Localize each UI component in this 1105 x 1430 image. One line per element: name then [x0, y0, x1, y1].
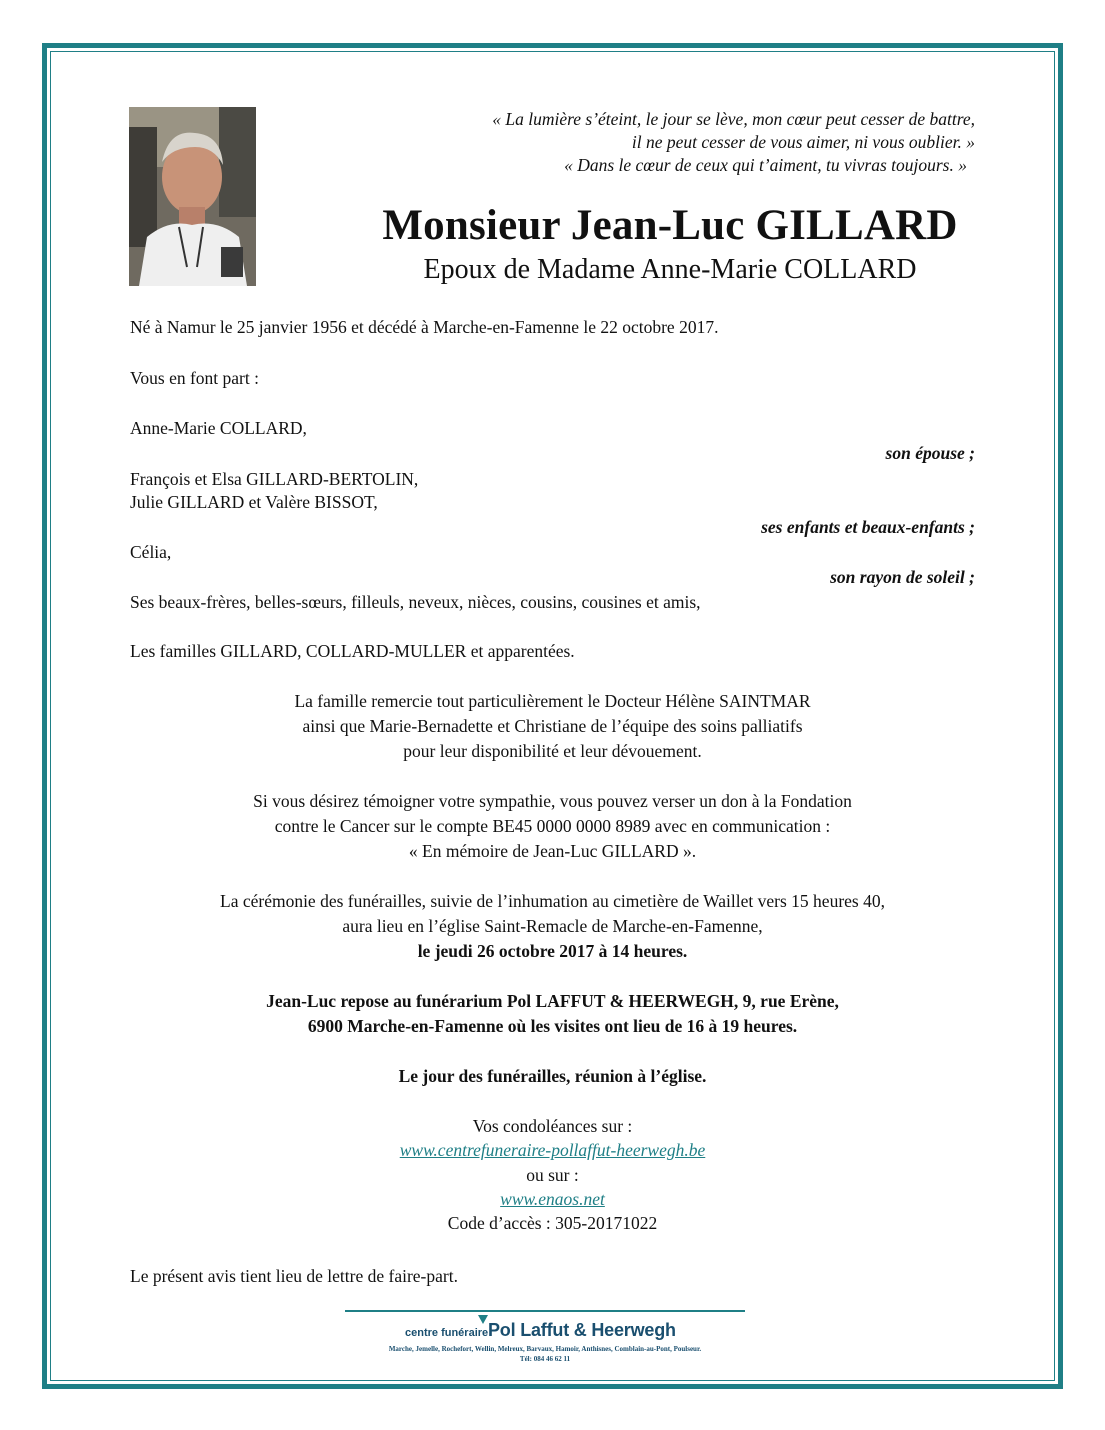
ceremony-line-1: La cérémonie des funérailles, suivie de l’inhumation au cimetière de Waillet vers 15 heures 40, [220, 891, 885, 911]
deceased-photo [129, 107, 256, 286]
access-code: Code d’accès : 305-20171022 [447, 1213, 658, 1233]
footer-divider [345, 1310, 745, 1312]
logo-towns: Marche, Jemelle, Rochefort, Wellin, Melreux, Barvaux, Hamoir, Anthisnes, Comblain-au-Pont, Poulseur. [388, 1345, 702, 1353]
ceremony-line-2: aura lieu en l’église Saint-Remacle de Marche-en-Famenne, [342, 916, 763, 936]
condolences-label: Vos condoléances sur : [472, 1116, 633, 1136]
condolences-link-row-2 [42, 1187, 1063, 1211]
donation-line-3: « En mémoire de Jean-Luc GILLARD ». [408, 841, 697, 861]
donation-line-1: Si vous désirez témoigner votre sympathie, vous pouvez verser un don à la Fondation [253, 791, 852, 811]
quote-line-2: il ne peut cesser de vous aimer, ni vous oublier. » [631, 132, 975, 152]
donation-line-2: contre le Cancer sur le compte BE45 0000 0000 8989 avec en communication : [274, 816, 831, 836]
ceremony-date: le jeudi 26 octobre 2017 à 14 heures. [417, 941, 688, 961]
condolences-or: ou sur : [526, 1165, 579, 1185]
intro-line: Vous en font part : [130, 368, 259, 388]
family-line-6: Les familles GILLARD, COLLARD-MULLER et apparentées. [130, 641, 575, 661]
logo-phone: Tél: 084 46 62 11 [519, 1355, 571, 1363]
condolences-link-2[interactable]: www.enaos.net [500, 1189, 605, 1209]
funerarium-line-1: Jean-Luc repose au funérarium Pol LAFFUT & HEERWEGH, 9, rue Erène, [266, 991, 839, 1011]
meeting-line: Le jour des funérailles, réunion à l’église. [398, 1066, 707, 1086]
thanks-line-3: pour leur disponibilité et leur dévouement. [403, 741, 702, 761]
family-line-2: François et Elsa GILLARD-BERTOLIN, [130, 469, 419, 489]
condolences-link-1[interactable]: www.centrefuneraire-pollaffut-heerwegh.be [399, 1140, 706, 1160]
family-line-1: Anne-Marie COLLARD, [130, 418, 307, 438]
quote-line-1: « La lumière s’éteint, le jour se lève, mon cœur peut cesser de battre, [492, 109, 975, 129]
logo-brand-text: Pol Laffut & Heerwegh [488, 1320, 676, 1340]
family-relation-3: son rayon de soleil ; [830, 567, 975, 587]
family-relation-1: son épouse ; [885, 443, 975, 463]
closing-line: Le présent avis tient lieu de lettre de faire-part. [130, 1266, 458, 1286]
spouse-line: Epoux de Madame Anne-Marie COLLARD [423, 254, 917, 285]
quote-line-3: « Dans le cœur de ceux qui t’aiment, tu vivras toujours. » [564, 155, 967, 175]
family-relation-2: ses enfants et beaux-enfants ; [761, 517, 975, 537]
quotes-block [275, 108, 975, 177]
thanks-line-1: La famille remercie tout particulièrement le Docteur Hélène SAINTMAR [294, 691, 811, 711]
funerarium-line-2: 6900 Marche-en-Famenne où les visites ont lieu de 16 à 19 heures. [307, 1016, 798, 1036]
family-line-4: Célia, [130, 542, 172, 562]
logo-arrow-icon [478, 1315, 488, 1324]
birth-death-line: Né à Namur le 25 janvier 1956 et décédé à Marche-en-Famenne le 22 octobre 2017. [130, 317, 719, 337]
family-line-5: Ses beaux-frères, belles-sœurs, filleuls, neveux, nièces, cousins, cousines et amis, [130, 592, 701, 612]
thanks-line-2: ainsi que Marie-Bernadette et Christiane de l’équipe des soins palliatifs [302, 716, 803, 736]
condolences-link-row [42, 1138, 1063, 1162]
family-line-3: Julie GILLARD et Valère BISSOT, [130, 492, 378, 512]
deceased-name: Monsieur Jean-Luc GILLARD [382, 202, 958, 249]
logo-small-text: centre funéraire [405, 1327, 489, 1339]
